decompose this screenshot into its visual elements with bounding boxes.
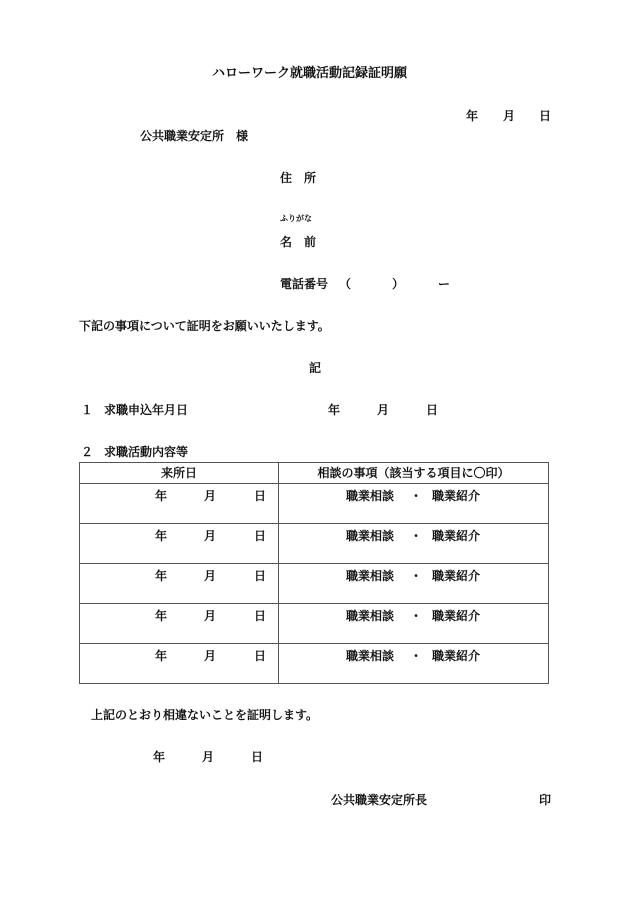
option-separator: ・ xyxy=(410,529,423,543)
option-job-referral[interactable]: 職業紹介 xyxy=(432,609,481,623)
table-header-row xyxy=(80,463,549,484)
table-row xyxy=(80,564,549,604)
consultation-type-cell[interactable] xyxy=(279,644,548,683)
option-job-consultation[interactable]: 職業相談 xyxy=(346,649,395,663)
date-header-year: 年 xyxy=(466,109,479,123)
visit-date-cell[interactable] xyxy=(80,524,278,563)
option-job-consultation[interactable]: 職業相談 xyxy=(346,569,395,583)
item2-label: 求職活動内容等 xyxy=(104,445,189,459)
row-year: 年 xyxy=(155,569,168,583)
phone-label: 電話番号 xyxy=(280,277,329,291)
certify-text: 上記のとおり相違ないことを証明します。 xyxy=(91,708,319,722)
row-year: 年 xyxy=(155,529,168,543)
office-chief-label: 公共職業安定所長 xyxy=(331,793,428,807)
cert-date-year: 年 xyxy=(153,750,166,764)
row-year: 年 xyxy=(155,609,168,623)
row-year: 年 xyxy=(155,489,168,503)
option-job-referral[interactable]: 職業紹介 xyxy=(432,649,481,663)
option-separator: ・ xyxy=(410,649,423,663)
option-job-referral[interactable]: 職業紹介 xyxy=(432,489,481,503)
consultation-type-cell[interactable] xyxy=(279,564,548,603)
option-job-consultation[interactable]: 職業相談 xyxy=(346,529,395,543)
table-row xyxy=(80,644,549,684)
table-row xyxy=(80,484,549,524)
item1-label: 求職申込年月日 xyxy=(104,403,189,417)
consultation-type-cell[interactable] xyxy=(279,604,548,643)
row-day: 日 xyxy=(254,529,267,543)
row-year: 年 xyxy=(155,649,168,663)
document-title: ハローワーク就職活動記録証明願 xyxy=(212,66,408,81)
phone-open-paren: （ xyxy=(339,277,352,291)
table-row xyxy=(80,604,549,644)
ki-heading: 記 xyxy=(309,361,322,375)
row-month: 月 xyxy=(204,609,217,623)
item2-number: ２ xyxy=(81,445,94,459)
item1-day: 日 xyxy=(426,403,439,417)
cert-date-day: 日 xyxy=(251,750,264,764)
addressee: 公共職業安定所 様 xyxy=(140,129,249,143)
phone-dash: ー xyxy=(438,277,451,291)
option-job-referral[interactable]: 職業紹介 xyxy=(432,529,481,543)
option-separator: ・ xyxy=(410,569,423,583)
seal-mark: 印 xyxy=(539,793,552,807)
row-month: 月 xyxy=(204,529,217,543)
row-month: 月 xyxy=(204,569,217,583)
header-consultation-type: 相談の事項（該当する項目に〇印） xyxy=(279,463,549,484)
phone-close-paren: ） xyxy=(392,277,405,291)
option-separator: ・ xyxy=(410,489,423,503)
option-job-consultation[interactable]: 職業相談 xyxy=(346,489,395,503)
table-row xyxy=(80,524,549,564)
item1-year: 年 xyxy=(328,403,341,417)
furigana-label: ふりがな xyxy=(280,214,312,223)
row-day: 日 xyxy=(254,569,267,583)
row-day: 日 xyxy=(254,489,267,503)
option-job-referral[interactable]: 職業紹介 xyxy=(432,569,481,583)
row-day: 日 xyxy=(254,609,267,623)
cert-date-month: 月 xyxy=(202,750,215,764)
visit-date-cell[interactable] xyxy=(80,564,278,603)
visit-date-cell[interactable] xyxy=(80,604,278,643)
consultation-type-cell[interactable] xyxy=(279,524,548,563)
row-day: 日 xyxy=(254,649,267,663)
request-text: 下記の事項について証明をお願いいたします。 xyxy=(79,319,330,333)
address-label: 住 所 xyxy=(280,171,317,185)
item1-month: 月 xyxy=(377,403,390,417)
name-label: 名 前 xyxy=(280,235,317,249)
date-header-month: 月 xyxy=(503,109,516,123)
option-job-consultation[interactable]: 職業相談 xyxy=(346,609,395,623)
row-month: 月 xyxy=(204,489,217,503)
option-separator: ・ xyxy=(410,609,423,623)
visit-date-cell[interactable] xyxy=(80,484,278,523)
header-visit-date: 来所日 xyxy=(80,463,279,484)
row-month: 月 xyxy=(204,649,217,663)
activity-table xyxy=(79,462,549,684)
consultation-type-cell[interactable] xyxy=(279,484,548,523)
visit-date-cell[interactable] xyxy=(80,644,278,683)
date-header-day: 日 xyxy=(539,109,552,123)
item1-number: １ xyxy=(81,403,94,417)
